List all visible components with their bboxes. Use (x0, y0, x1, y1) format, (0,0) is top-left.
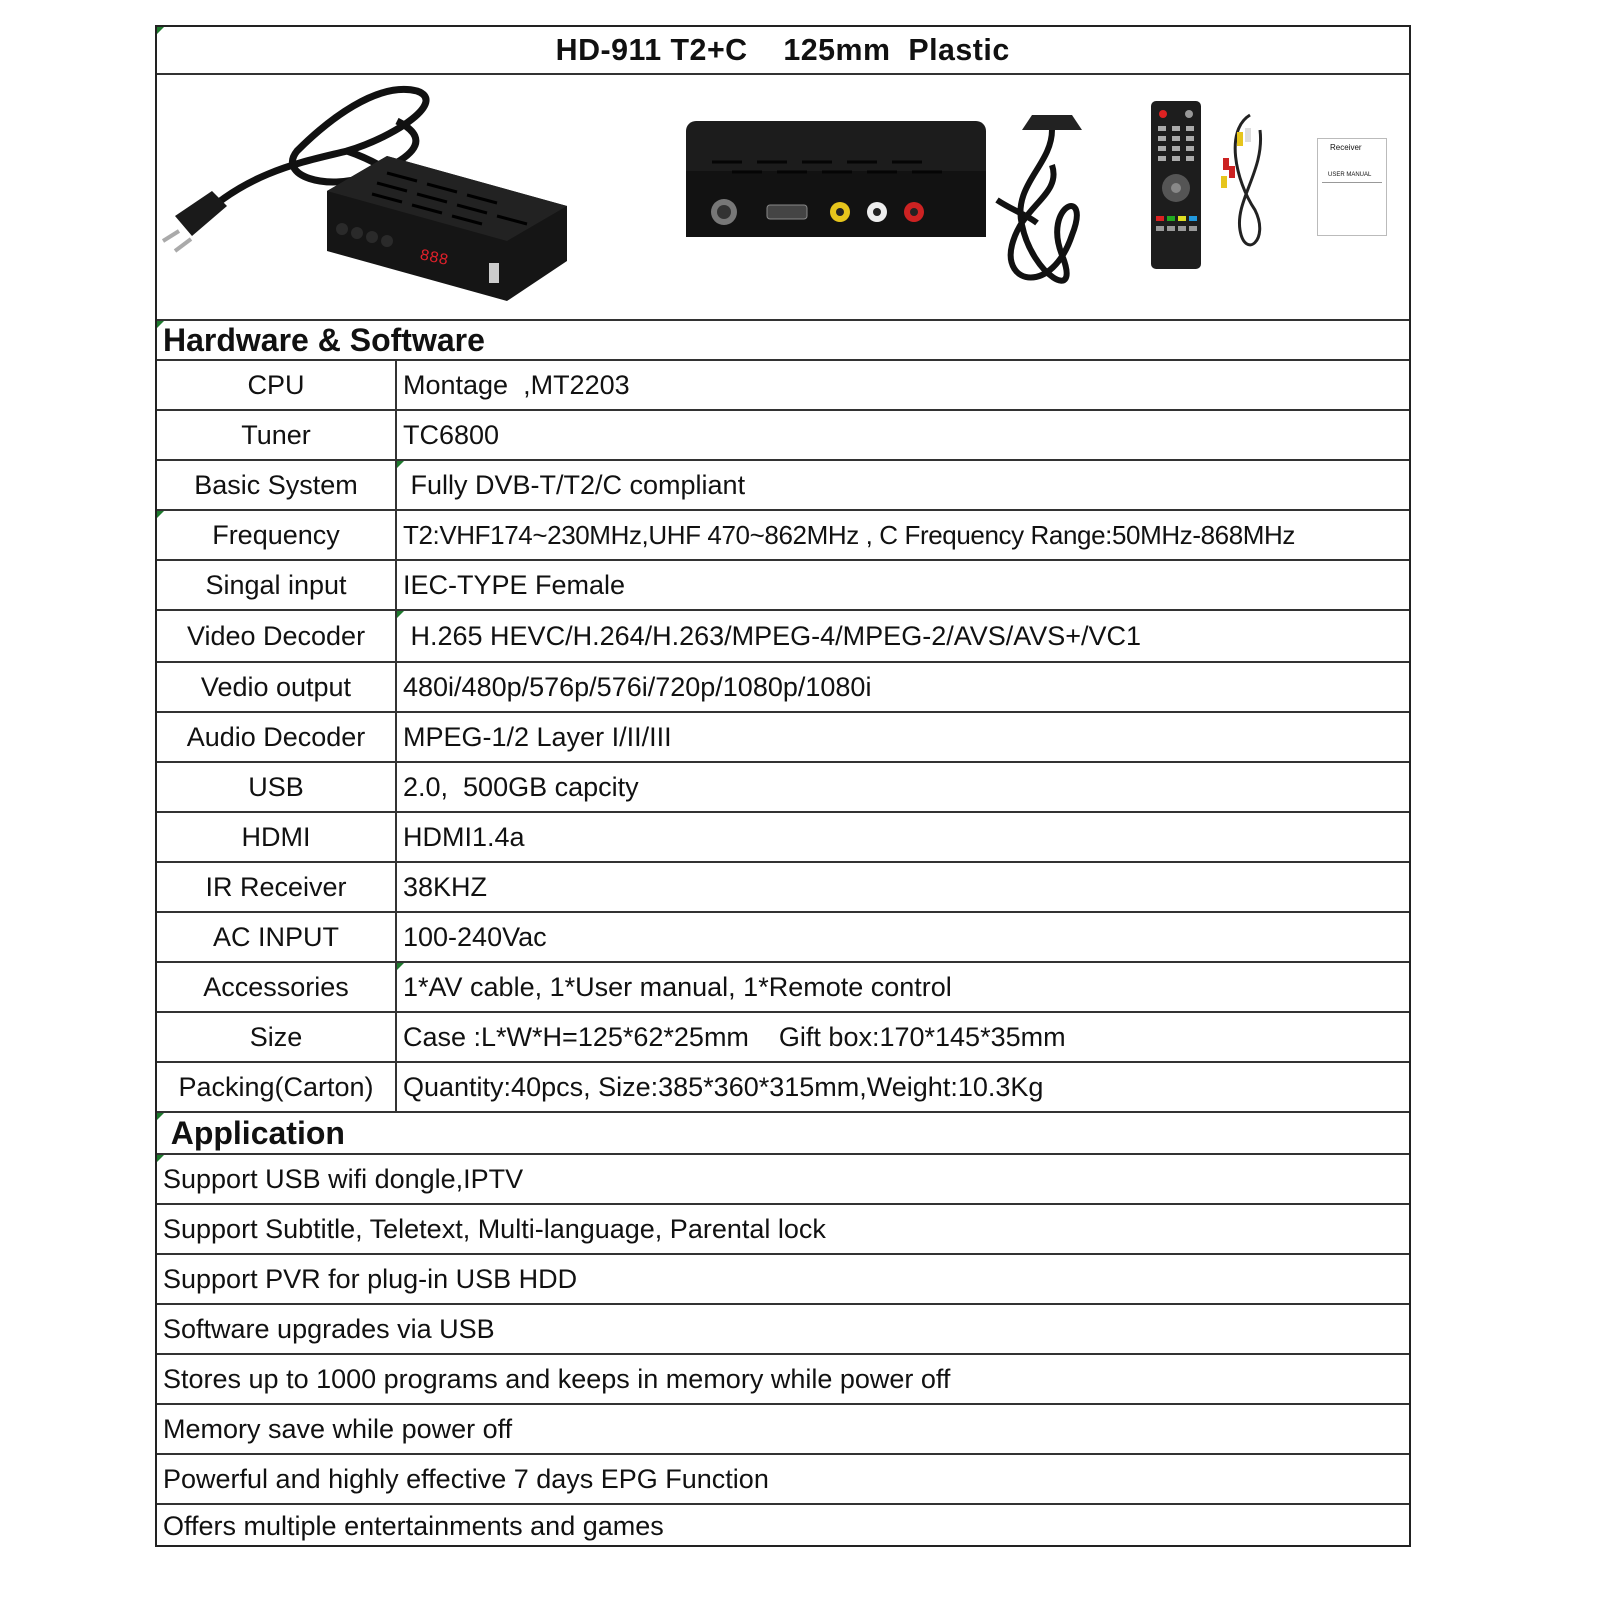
cell-marker-icon (157, 27, 164, 34)
spec-value (397, 461, 1409, 509)
spec-label: Vedio output (157, 663, 397, 711)
spec-label: Video Decoder (157, 611, 397, 661)
spec-value: 100-240Vac (403, 921, 547, 952)
spec-label-text: Frequency (212, 519, 340, 550)
spec-label: IR Receiver (157, 863, 397, 911)
spec-value: 38KHZ (403, 871, 488, 902)
spec-row-ac-input (157, 913, 1409, 963)
spec-value: Montage ,MT2203 (403, 369, 630, 400)
application-item (157, 1455, 1409, 1505)
remote-control-icon (1150, 100, 1202, 270)
title-row (157, 27, 1409, 75)
spec-row-video-decoder (157, 611, 1409, 663)
application-item (157, 1355, 1409, 1405)
spec-label: Audio Decoder (157, 713, 397, 761)
spec-value-text: H.265 HEVC/H.264/H.263/MPEG-4/MPEG-2/AVS/AVS+/VC1 (403, 620, 1142, 651)
spec-value-text: Fully DVB-T/T2/C compliant (403, 469, 746, 500)
application-section-title: Application (163, 1114, 345, 1151)
hardware-section-title: Hardware & Software (163, 321, 485, 358)
spec-value: 480i/480p/576p/576i/720p/1080p/1080i (403, 671, 872, 702)
av-cable-icon (1215, 110, 1285, 265)
cable-coil-icon (992, 105, 1102, 315)
cell-marker-icon (397, 611, 404, 618)
application-item-text: Support Subtitle, Teletext, Multi-language, Parental lock (163, 1213, 826, 1244)
spec-label: Basic System (157, 461, 397, 509)
manual-line-2: USER MANUAL (1328, 172, 1372, 178)
application-item-text: Support USB wifi dongle,IPTV (163, 1163, 524, 1194)
hardware-section-header (157, 321, 1409, 361)
spec-label: HDMI (157, 813, 397, 861)
cell-marker-icon (157, 1113, 164, 1120)
cell-marker-icon (397, 963, 404, 970)
spec-label: Tuner (157, 411, 397, 459)
product-photo-strip (157, 75, 1409, 321)
spec-label: USB (157, 763, 397, 811)
application-item-text: Software upgrades via USB (163, 1313, 495, 1344)
spec-row-frequency (157, 511, 1409, 561)
spec-row-cpu (157, 361, 1409, 411)
spec-value: T2:VHF174~230MHz,UHF 470~862MHz , C Frequency Range:50MHz-868MHz (403, 519, 1296, 550)
spec-value: TC6800 (403, 419, 500, 450)
application-item-text: Memory save while power off (163, 1413, 513, 1444)
spec-row-audio-decoder (157, 713, 1409, 763)
spec-row-ir-receiver (157, 863, 1409, 913)
application-item-text: Offers multiple entertainments and games (163, 1510, 664, 1541)
spec-label: Accessories (157, 963, 397, 1011)
spec-row-packing (157, 1063, 1409, 1113)
manual-line-1: Receiver (1330, 143, 1362, 152)
cell-marker-icon (157, 1155, 164, 1162)
application-item (157, 1405, 1409, 1455)
receiver-front-image (157, 81, 577, 311)
spec-label: Singal input (157, 561, 397, 609)
spec-value: HDMI1.4a (403, 821, 525, 852)
page-title: HD-911 T2+C 125mm Plastic (555, 32, 1011, 67)
spec-value (397, 963, 1409, 1011)
application-item (157, 1205, 1409, 1255)
spec-label: Packing(Carton) (157, 1063, 397, 1111)
power-cable-image (992, 105, 1102, 315)
application-item-text: Powerful and highly effective 7 days EPG Function (163, 1463, 769, 1494)
spec-row-tuner (157, 411, 1409, 461)
application-item (157, 1505, 1409, 1547)
application-item (157, 1255, 1409, 1305)
av-cable-image (1215, 110, 1285, 265)
spec-label (157, 511, 397, 559)
svg-text:888: 888 (417, 246, 450, 270)
spec-value-text: 1*AV cable, 1*User manual, 1*Remote control (403, 971, 952, 1002)
spec-value: IEC-TYPE Female (403, 569, 626, 600)
spec-label: CPU (157, 361, 397, 409)
spec-row-video-output (157, 663, 1409, 713)
remote-control-image (1150, 100, 1202, 270)
spec-row-accessories (157, 963, 1409, 1013)
spec-row-basic-system (157, 461, 1409, 511)
application-item-text: Stores up to 1000 programs and keeps in memory while power off (163, 1363, 951, 1394)
application-item-text: Support PVR for plug-in USB HDD (163, 1263, 578, 1294)
spec-value: 2.0, 500GB capcity (403, 771, 639, 802)
receiver-back-icon (682, 117, 992, 242)
cell-marker-icon (157, 511, 164, 518)
spec-row-hdmi (157, 813, 1409, 863)
spec-value (397, 611, 1409, 661)
application-item (157, 1155, 1409, 1205)
application-section-header (157, 1113, 1409, 1155)
spec-row-signal-input (157, 561, 1409, 611)
spec-label: Size (157, 1013, 397, 1061)
cell-marker-icon (397, 461, 404, 468)
spec-label: AC INPUT (157, 913, 397, 961)
spec-sheet (155, 25, 1411, 1547)
spec-row-size (157, 1013, 1409, 1063)
spec-value: Quantity:40pcs, Size:385*360*315mm,Weight:10.3Kg (403, 1071, 1044, 1102)
receiver-front-icon (157, 81, 577, 311)
spec-value: Case :L*W*H=125*62*25mm Gift box:170*145*35mm (403, 1021, 1066, 1052)
cell-marker-icon (157, 321, 164, 328)
user-manual-image (1317, 138, 1387, 236)
spec-value: MPEG-1/2 Layer I/II/III (403, 721, 672, 752)
application-item (157, 1305, 1409, 1355)
spec-row-usb (157, 763, 1409, 813)
receiver-back-image (682, 117, 992, 242)
